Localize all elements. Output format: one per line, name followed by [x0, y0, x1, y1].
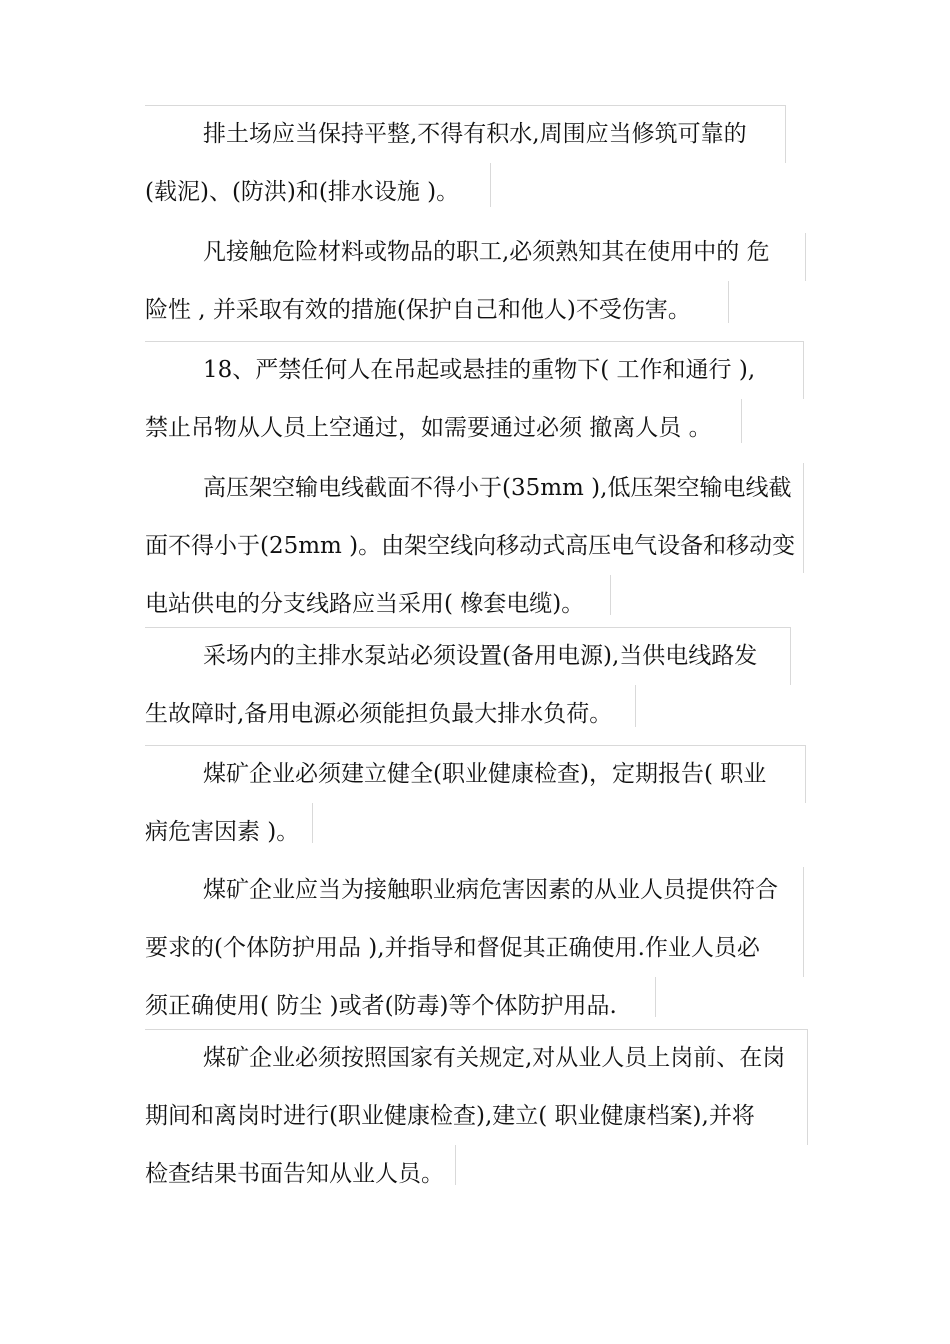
paragraph-line: 要求的(个体防护用品 ),并指导和督促其正确使用.作业人员必 — [145, 935, 760, 961]
paragraph-line: (载泥)、(防洪)和(排水设施 )。 — [145, 179, 460, 205]
paragraph-line: 煤矿企业必须建立健全(职业健康检查)，定期报告( 职业 — [203, 761, 767, 787]
paragraph-line: 检查结果书面告知从业人员。 — [145, 1161, 444, 1187]
paragraph-line: 禁止吊物从人员上空通过，如需要通过必须 撤离人员 。 — [145, 415, 712, 441]
paragraph-5 — [145, 627, 810, 743]
paragraph-line: 排土场应当保持平整,不得有积水,周围应当修筑可靠的 — [203, 121, 747, 147]
paragraph-line: 煤矿企业应当为接触职业病危害因素的从业人员提供符合 — [203, 877, 778, 903]
paragraph-7 — [145, 861, 810, 1035]
paragraph-8 — [145, 1029, 810, 1203]
paragraph-line: 凡接触危险材料或物品的职工,必须熟知其在使用中的 危 — [203, 239, 770, 265]
paragraph-4 — [145, 459, 810, 633]
paragraph-1 — [145, 105, 810, 221]
paragraph-line: 采场内的主排水泵站必须设置(备用电源),当供电线路发 — [203, 643, 758, 669]
paragraph-line: 期间和离岗时进行(职业健康检查),建立( 职业健康档案),并将 — [145, 1103, 755, 1129]
paragraph-line: 须正确使用( 防尘 )或者(防毒)等个体防护用品. — [145, 993, 617, 1019]
paragraph-line: 险性 , 并采取有效的措施(保护自己和他人)不受伤害。 — [145, 297, 691, 323]
paragraph-line: 高压架空输电线截面不得小于(35mm ),低压架空输电线截 — [203, 475, 792, 501]
paragraph-line: 电站供电的分支线路应当采用( 橡套电缆)。 — [145, 591, 585, 617]
paragraph-line: 面不得小于(25mm )。由架空线向移动式高压电气设备和移动变 — [145, 533, 796, 559]
paragraph-line: 病危害因素 )。 — [145, 819, 300, 845]
paragraph-line: 煤矿企业必须按照国家有关规定,对从业人员上岗前、在岗 — [203, 1045, 786, 1071]
paragraph-line: 生故障时,备用电源必须能担负最大排水负荷。 — [145, 701, 613, 727]
paragraph-3 — [145, 341, 810, 457]
paragraph-line: 18、严禁任何人在吊起或悬挂的重物下( 工作和通行 ), — [203, 357, 756, 383]
paragraph-6 — [145, 745, 810, 861]
paragraph-2 — [145, 223, 810, 339]
